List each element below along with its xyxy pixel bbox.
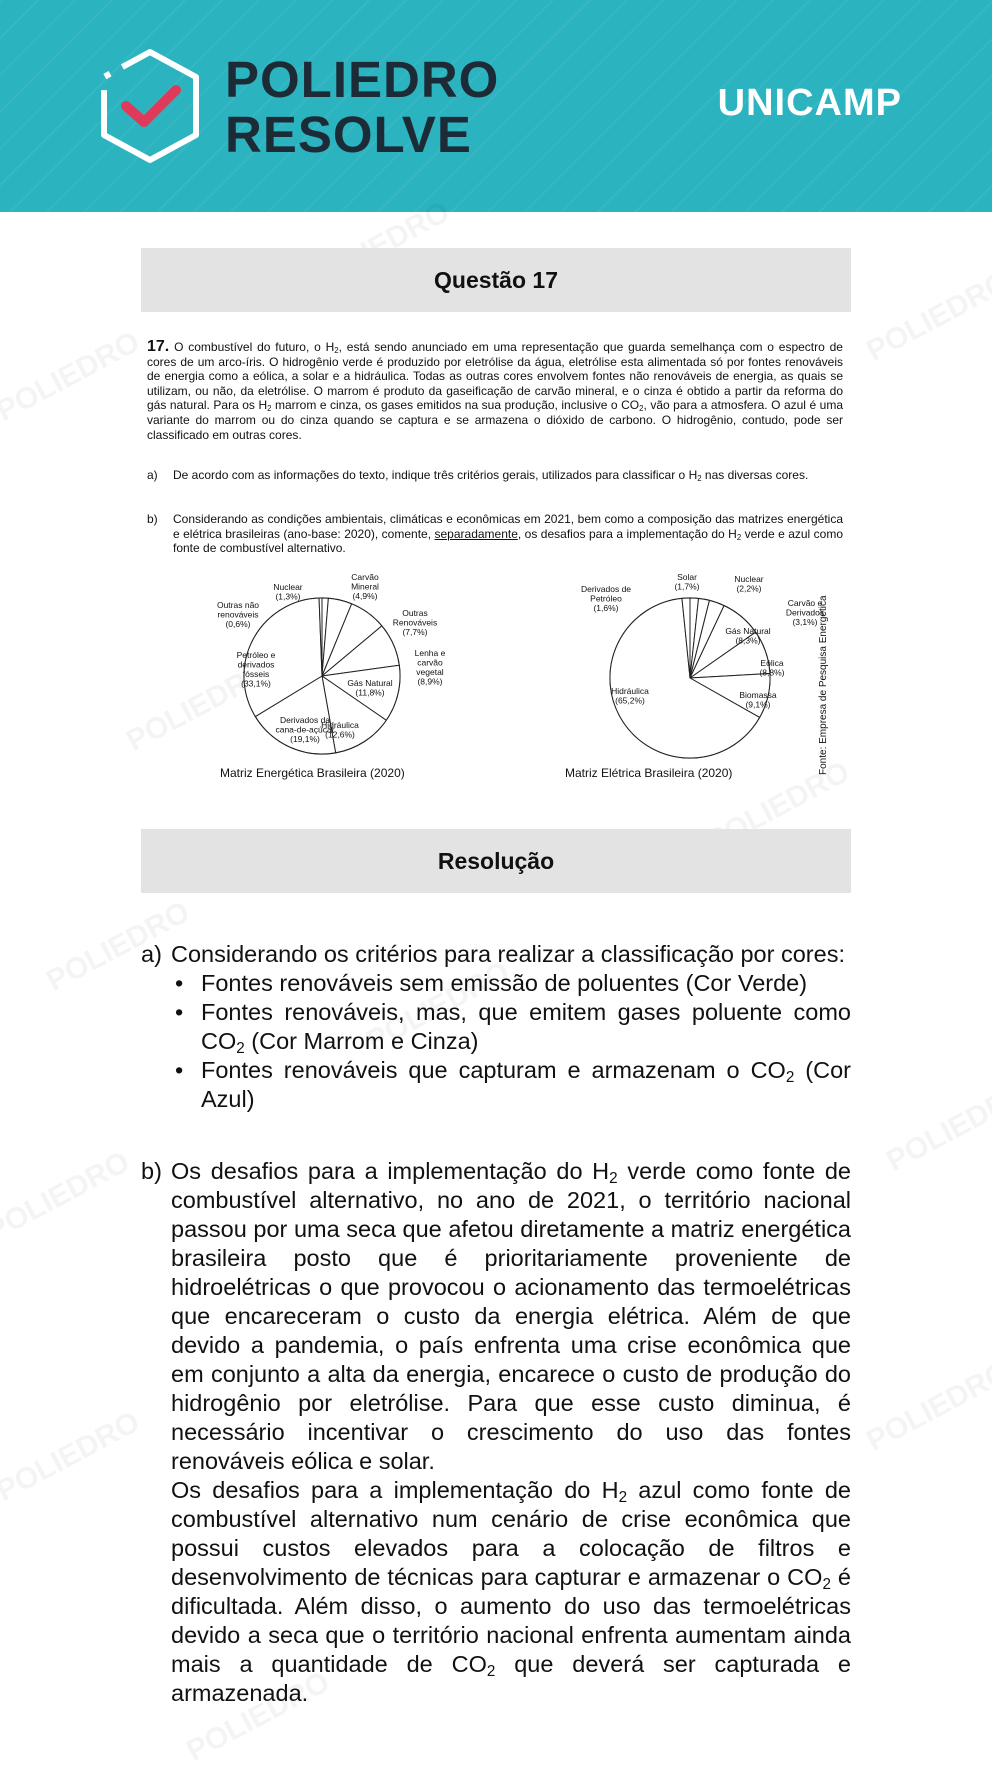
resolution-title-bar bbox=[141, 829, 851, 893]
subscript: 2 bbox=[785, 1068, 795, 1086]
chart-source: Fonte: Empresa de Pesquisa Energética bbox=[818, 595, 829, 775]
item-label: a) bbox=[147, 468, 158, 482]
answer-b bbox=[141, 1157, 851, 1708]
underlined-text: separadamente bbox=[434, 526, 518, 541]
answer-b-paragraph-1 bbox=[171, 1157, 851, 1476]
chart-2-title: Matriz Elétrica Brasileira (2020) bbox=[565, 766, 733, 780]
list-item bbox=[201, 969, 851, 998]
exam-name: UNICAMP bbox=[717, 82, 902, 124]
paragraph-text: Os desafios para a implementação do H bbox=[171, 1158, 610, 1184]
slice-label: Nuclear (1,3%) bbox=[273, 582, 303, 602]
subscript: 2 bbox=[736, 532, 742, 542]
pie-chart-eletrica bbox=[530, 568, 830, 768]
slice-label: Derivados de Petróleo (1,6%) bbox=[580, 584, 632, 613]
slice-label: Outras não renováveis (0,6%) bbox=[216, 600, 260, 629]
paragraph-text: Os desafios para a implementação do H bbox=[171, 1477, 619, 1503]
list-item-text: (Cor Marrom e Cinza) bbox=[244, 1028, 479, 1054]
question-number: 17. bbox=[147, 338, 170, 355]
answer-a-intro: Considerando os critérios para realizar a classificação por cores: bbox=[171, 941, 845, 967]
brand-line-1: POLIEDRO bbox=[225, 51, 500, 108]
watermark bbox=[861, 265, 992, 369]
watermark bbox=[881, 1075, 992, 1179]
slice-label: Carvão e Derivados (3,1%) bbox=[785, 598, 825, 627]
list-item bbox=[201, 998, 851, 1056]
answer-label: b) bbox=[141, 1158, 162, 1184]
list-item bbox=[201, 1056, 851, 1114]
page-header bbox=[0, 0, 992, 212]
watermark bbox=[861, 1355, 992, 1459]
subscript: 2 bbox=[697, 473, 702, 483]
pie-chart-energetica bbox=[200, 568, 500, 768]
question-title-bar bbox=[141, 248, 851, 312]
paragraph-text: que deverá ser capturada e armazenada. bbox=[171, 1651, 851, 1706]
question-stem bbox=[147, 340, 843, 442]
slice-label: Nuclear (2,2%) bbox=[734, 574, 764, 594]
resolution-title: Resolução bbox=[437, 847, 555, 874]
subscript: 2 bbox=[822, 1575, 831, 1593]
item-label: b) bbox=[147, 512, 158, 526]
answer-b-paragraph-2 bbox=[171, 1476, 851, 1708]
slice-label: Biomassa (9,1%) bbox=[739, 690, 777, 710]
slice-label: Carvão Mineral (4,9%) bbox=[351, 572, 379, 601]
criteria-list bbox=[171, 969, 851, 1114]
question-title: Questão 17 bbox=[434, 266, 558, 293]
slice-label: Derivados da cana-de-açúcar (19,1%) bbox=[275, 715, 335, 744]
slice-label: Gás Natural (11,8%) bbox=[347, 678, 393, 698]
answer-a bbox=[141, 940, 851, 1114]
item-text: verde e azul como fonte de combustível alternativo. bbox=[173, 526, 843, 556]
subscript: 2 bbox=[236, 1039, 245, 1057]
stem-text: , vão para a atmosfera. O azul é uma variante do marrom ou do cinza quando se captura e se armazena o dióxido de carbono. O hidrogênio, contudo, pode ser classificado em outras cores. bbox=[147, 398, 843, 442]
slice-label: Eólica (8,8%) bbox=[759, 658, 785, 678]
subscript: 2 bbox=[639, 404, 644, 414]
slice-label: Gás Natural (8,3%) bbox=[725, 626, 771, 646]
pie-charts bbox=[200, 568, 840, 788]
check-hexagon-logo bbox=[92, 46, 208, 166]
brand-line-2: RESOLVE bbox=[225, 106, 472, 163]
answer-label: a) bbox=[141, 941, 162, 967]
paragraph-text: azul como fonte de combustível alternativo num cenário de crise econômica que possui custos elevados para a colocação de filtros e desenvolvimento de técnicas para capturar e armazenar o CO bbox=[171, 1477, 851, 1590]
paragraph-text: verde como fonte de combustível alternativo, no ano de 2021, o território nacional passou por uma seca que afetou diretamente a matriz energética brasileira posto que é prioritariamente proveniente de hidroelétricas o que provocou o acionamento das termoelétricas que encareceram o custo da energia elétrica. Além de que devido a pandemia, o país enfrenta uma crise econômica que em conjunto a alta da energia, encarece o custo de produção do hidrogênio por eletrólise. Para que esse custo diminua, é necessário incentivar o crescimento do uso das fontes renováveis eólica e solar. bbox=[171, 1158, 851, 1474]
watermark bbox=[0, 1145, 135, 1249]
slice-label: Outras Renováveis (7,7%) bbox=[392, 608, 438, 637]
subscript: 2 bbox=[609, 1169, 618, 1187]
item-text: Considerando as condições ambientais, climáticas e econômicas em 2021, bem como a composição das matrizes energética e elétrica brasileiras (ano-base: 2020), comente, bbox=[173, 512, 843, 541]
item-text: De acordo com as informações do texto, indique três critérios gerais, utilizados para classificar o H bbox=[173, 468, 698, 482]
chart-1-title: Matriz Energética Brasileira (2020) bbox=[220, 766, 405, 780]
paragraph-text: é dificultada. Além disso, o aumento do uso das termoelétricas devido a seca que o território nacional enfrenta aumentam ainda mais a quantidade de CO bbox=[171, 1564, 851, 1677]
question-item-a bbox=[147, 468, 843, 483]
stem-text: , está sendo anunciado em uma representação que guarda semelhança com o espectro de cores de um arco-íris. O hidrogênio verde é produzido por eletrólise da água, eletrólise esta alimentada só por fontes renováveis de energia como a eólica, a solar e a hidráulica. Todas as outras cores envolvem fontes não renováveis de energia, as quais se utilizam, ou não, da eletrólise. O marrom é produto da gaseificação de carvão mineral, e o cinza é obtido a partir da reforma do gás natural. Para os H bbox=[147, 340, 843, 413]
list-item-text: Fontes renováveis, mas, que emitem gases poluente como CO bbox=[201, 999, 851, 1054]
subscript: 2 bbox=[486, 1662, 496, 1680]
subscript: 2 bbox=[618, 1488, 628, 1506]
stem-text: marrom e cinza, os gases emitidos na sua produção, inclusive o CO bbox=[271, 398, 640, 413]
list-item-text: Fontes renováveis sem emissão de poluentes (Cor Verde) bbox=[201, 970, 808, 996]
item-text: , os desafios para a implementação do H bbox=[517, 526, 737, 541]
list-item-text: (Cor Azul) bbox=[201, 1057, 851, 1112]
slice-label: Solar (1,7%) bbox=[674, 572, 700, 592]
slice-label: Petróleo e derivados fósseis (33,1%) bbox=[236, 650, 276, 689]
slice-label: Hidráulica (12,6%) bbox=[321, 720, 359, 740]
question-item-b bbox=[147, 512, 843, 556]
subscript: 2 bbox=[267, 404, 272, 414]
stem-text: O combustível do futuro, o H bbox=[174, 340, 335, 354]
item-text: nas diversas cores. bbox=[701, 468, 809, 482]
slice-label: Lenha e carvão vegetal (8,9%) bbox=[414, 648, 446, 687]
watermark bbox=[0, 325, 145, 429]
brand-name bbox=[225, 52, 499, 162]
list-item-text: Fontes renováveis que capturam e armazenam o CO bbox=[201, 1057, 786, 1083]
slice-label: Hidráulica (65,2%) bbox=[611, 686, 649, 706]
watermark bbox=[0, 1405, 145, 1509]
subscript: 2 bbox=[334, 345, 339, 355]
